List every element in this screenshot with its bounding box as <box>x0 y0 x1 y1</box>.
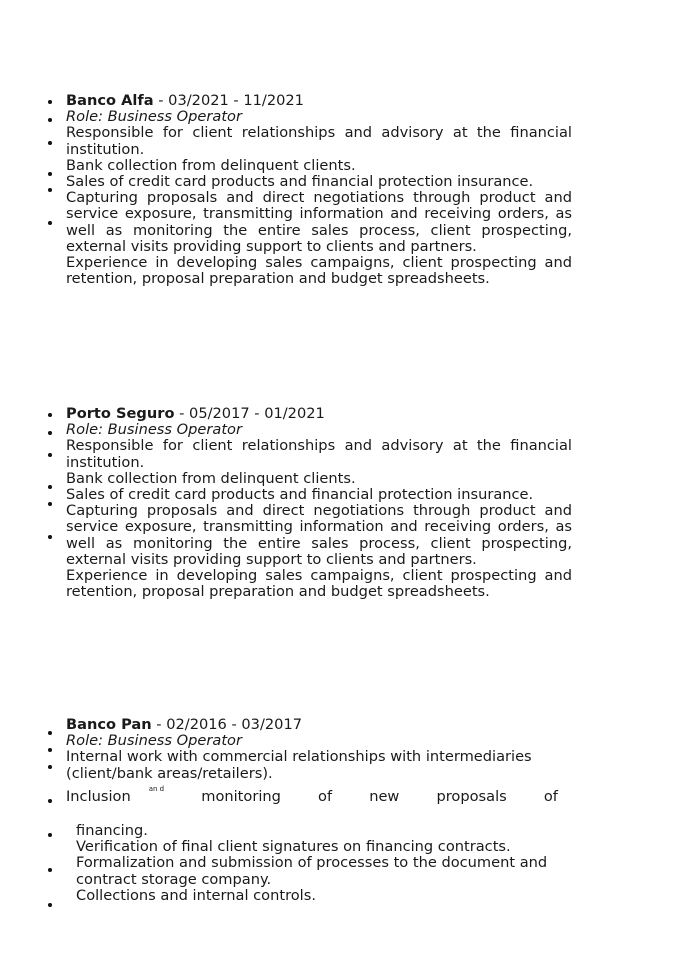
duty-line: contract storage company. <box>76 870 272 888</box>
bullet-icon <box>48 748 52 752</box>
duty-line: financing. <box>76 822 148 840</box>
bullet-icon <box>48 431 52 435</box>
inclusion-word: of <box>318 787 333 805</box>
company-name: Banco Alfa <box>66 92 154 109</box>
duty-line: (client/bank areas/retailers). <box>66 764 273 782</box>
duty-line: Collections and internal controls. <box>76 886 316 904</box>
job-dates: - 03/2021 - 11/2021 <box>153 92 304 109</box>
duty-line: retention, proposal preparation and budget spreadsheets. <box>66 583 490 601</box>
job-entry-porto-seguro <box>66 406 572 600</box>
duty-line: Internal work with commercial relationships with intermediaries <box>66 748 532 766</box>
duty-line: Sales of credit card products and financial protection insurance. <box>66 486 534 504</box>
job-header <box>66 93 572 109</box>
company-name: Porto Seguro <box>66 405 175 422</box>
bullet-icon <box>48 221 52 225</box>
bullet-icon <box>48 502 52 506</box>
inclusion-row <box>66 784 558 805</box>
bullet-icon <box>48 453 52 457</box>
bullet-icon <box>48 141 52 145</box>
bullet-icon <box>48 118 52 122</box>
job-role: Role: Business Operator <box>66 732 242 750</box>
duty-line: external visits providing support to clients and partners. <box>66 550 477 568</box>
bullet-icon <box>48 903 52 907</box>
job-dates: - 02/2016 - 03/2017 <box>151 716 303 733</box>
duty-line: Bank collection from delinquent clients. <box>66 156 356 174</box>
bullet-icon <box>48 413 52 417</box>
job-header <box>66 406 572 422</box>
duty-line: institution. <box>66 453 145 471</box>
bullet-icon <box>48 188 52 192</box>
duty-line: Verification of final client signatures on financing contracts. <box>76 838 511 856</box>
duty-line: Capturing proposals and direct negotiations through product and <box>66 189 572 207</box>
bullet-icon <box>48 485 52 489</box>
job-entry-banco-alfa <box>66 93 572 287</box>
indented-duties <box>66 823 572 904</box>
duty-line: Experience in developing sales campaigns, client prospecting and <box>66 567 572 585</box>
duty-line: Capturing proposals and direct negotiations through product and <box>66 502 572 520</box>
inclusion-word: new <box>369 787 400 805</box>
bullet-icon <box>48 731 52 735</box>
duty-line: external visits providing support to clients and partners. <box>66 237 477 255</box>
duty-line: Experience in developing sales campaigns, client prospecting and <box>66 254 572 272</box>
bullet-icon <box>48 833 52 837</box>
bullet-icon <box>48 765 52 769</box>
duty-line: Sales of credit card products and financial protection insurance. <box>66 173 534 191</box>
company-name: Banco Pan <box>66 716 152 733</box>
job-role: Role: Business Operator <box>66 421 242 439</box>
bullet-icon <box>48 799 52 803</box>
duty-line: service exposure, transmitting information and receiving orders, as <box>66 518 572 536</box>
inclusion-word: monitoring <box>201 787 281 805</box>
tiny-and-text: an d <box>148 784 165 793</box>
duty-line: Responsible for client relationships and advisory at the financial <box>66 124 572 142</box>
duty-line: institution. <box>66 140 145 158</box>
duty-line: service exposure, transmitting information and receiving orders, as <box>66 205 572 223</box>
duty-line: Formalization and submission of processes to the document and <box>76 854 548 872</box>
job-dates: - 05/2017 - 01/2021 <box>174 405 325 422</box>
duty-line: well as monitoring the entire sales process, client prospecting, <box>66 221 572 239</box>
duty-line: well as monitoring the entire sales process, client prospecting, <box>66 534 572 552</box>
inclusion-word: proposals <box>436 787 507 805</box>
bullet-icon <box>48 100 52 104</box>
bullet-icon <box>48 172 52 176</box>
job-role: Role: Business Operator <box>66 108 242 126</box>
duty-line: Responsible for client relationships and advisory at the financial <box>66 437 572 455</box>
bullet-icon <box>48 535 52 539</box>
inclusion-word: Inclusion <box>66 787 131 805</box>
bullet-icon <box>48 868 52 872</box>
job-entry-banco-pan <box>66 717 572 904</box>
duty-line: Bank collection from delinquent clients. <box>66 469 356 487</box>
job-header <box>66 717 572 733</box>
inclusion-word: of <box>543 787 558 805</box>
duty-line: retention, proposal preparation and budget spreadsheets. <box>66 270 490 288</box>
